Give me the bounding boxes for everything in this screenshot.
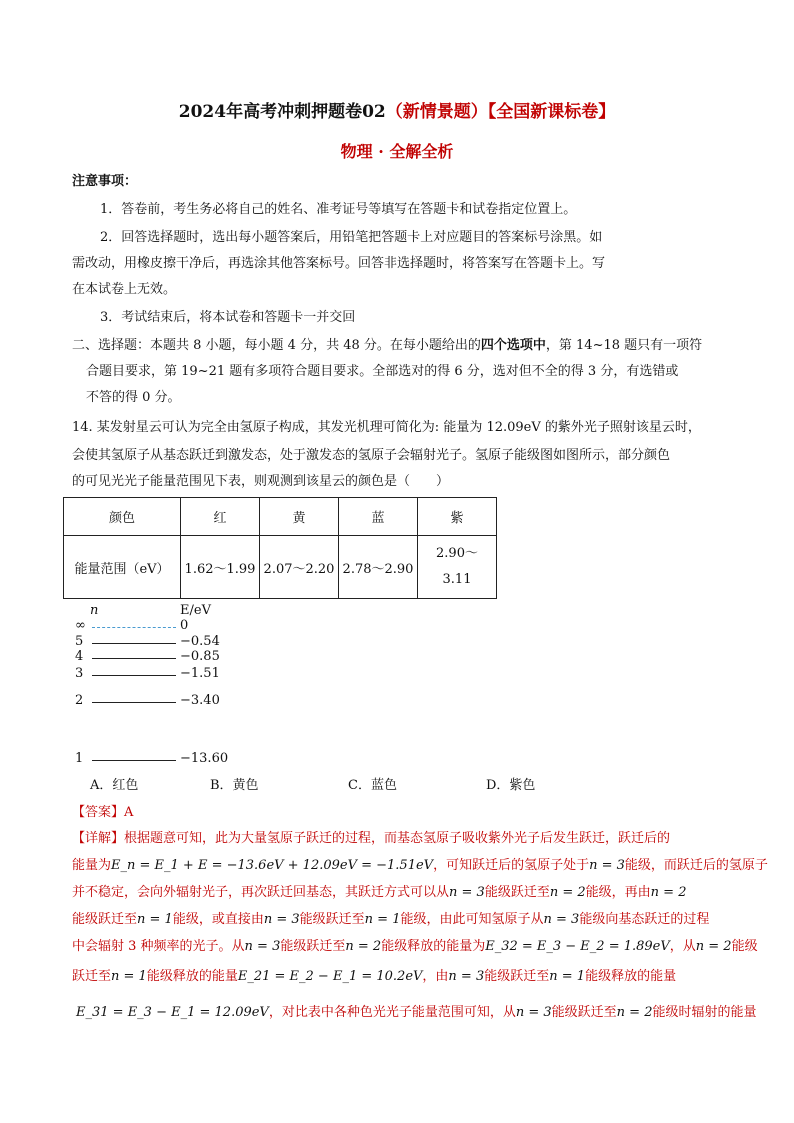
analysis-math: n = 1: [137, 912, 173, 927]
diagram-level-line-1: [92, 760, 176, 761]
diagram-level-line-4: [92, 658, 176, 659]
analysis-line-6: [72, 970, 676, 983]
analysis-text: 并不稳定，会向外辐射光子，再次跃迁回基态，其跃迁方式可以从: [72, 885, 450, 900]
answer-line: [72, 806, 133, 819]
table-cell: 1.62～1.99: [181, 536, 260, 599]
analysis-math: E_21 = E_2 − E_1 = 10.2eV: [237, 969, 423, 984]
analysis-text: 跃迁至: [72, 969, 112, 984]
analysis-line-3: [72, 886, 686, 899]
notice-item-3: 3．考试结束后，将本试卷和答题卡一并交回: [100, 310, 356, 325]
table-header-cell: 蓝: [339, 498, 418, 536]
question-line-2: 会使其氢原子从基态跃迁到激发态，处于激发态的氢原子会辐射光子。氢原子能级图如图所示，部分颜色: [72, 448, 671, 463]
analysis-math: n = 3: [263, 912, 300, 927]
analysis-line-1: [72, 832, 670, 845]
analysis-math: n = 1: [364, 912, 401, 927]
diagram-level-line-3: [92, 675, 176, 676]
analysis-math: n = 3: [589, 858, 625, 873]
diagram-level-line-2: [92, 702, 176, 703]
option-b: B．黄色: [210, 778, 259, 793]
analysis-text: 能级，而跃迁后的氢原子: [624, 858, 768, 873]
question-line-3: 的可见光光子能量范围见下表，则观测到该星云的颜色是（ ）: [72, 474, 450, 489]
analysis-math: E_32 = E_3 − E_2 = 1.89eV: [485, 939, 670, 954]
table-cell-line: 2.90～: [436, 546, 478, 561]
analysis-math: n = 3: [448, 969, 485, 984]
table-cell-stacked: [418, 536, 497, 599]
analysis-text: 能级，由此可知氢原子从: [400, 912, 544, 927]
table-header-cell: 紫: [418, 498, 497, 536]
title-tag-scenario: （新情景题）: [385, 102, 488, 122]
table-header-row: [64, 498, 497, 536]
diagram-level-energy-infinity: 0: [180, 618, 189, 633]
analysis-text: ，由: [422, 969, 449, 984]
analysis-text: 能级，再由: [585, 885, 651, 900]
diagram-level-line-5: [92, 643, 176, 644]
table-row: [64, 536, 497, 599]
analysis-math: n = 2: [650, 885, 687, 900]
table-header-cell: 红: [181, 498, 260, 536]
title-tag-exam: 【全国新课标卷】: [487, 102, 616, 122]
option-c: C．蓝色: [348, 778, 397, 793]
page-title: [0, 97, 794, 122]
notice-item-2-line-3: 在本试卷上无效。: [72, 282, 177, 297]
analysis-text: 中会辐射 3 种频率的光子。从: [72, 939, 245, 954]
analysis-text: 能级释放的能量: [585, 969, 677, 984]
diagram-level-energy-3: −1.51: [180, 666, 220, 681]
analysis-line-7: [76, 1006, 757, 1019]
analysis-math: n = 2: [616, 1005, 653, 1020]
analysis-text: 能级: [731, 939, 758, 954]
notice-item-2-line-2: 需改动，用橡皮擦干净后，再选涂其他答案标号。回答非选择题时，将答案写在答题卡上。写: [72, 256, 606, 271]
notice-item-1: 1．答卷前，考生务必将自己的姓名、准考证号等填写在答题卡和试卷指定位置上。: [100, 202, 577, 217]
section-text-a: 二、选择题：本题共 8 小题，每小题 4 分，共 48 分。在每小题给出的: [72, 338, 481, 353]
analysis-label: 【详解】: [72, 831, 125, 846]
analysis-math: n = 3: [515, 1005, 552, 1020]
table-cell: 2.07～2.20: [260, 536, 339, 599]
diagram-level-energy-5: −0.54: [180, 634, 220, 649]
notice-item-2-line-1: 2．回答选择题时，选出每小题答案后，用铅笔把答题卡上对应题目的答案标号涂黑。如: [100, 230, 603, 245]
analysis-text: ，对比表中各种色光光子能量范围可知，从: [268, 1005, 516, 1020]
diagram-level-energy-1: −13.60: [180, 751, 229, 766]
analysis-text: 能级释放的能量: [146, 969, 238, 984]
question-line-1: 14. 某发射星云可认为完全由氢原子构成，其发光机理可简化为: 能量为 12.09eV 的紫外光子照射该星云时，: [72, 420, 701, 435]
analysis-math: n = 1: [549, 969, 586, 984]
analysis-math: n = 3: [449, 885, 485, 900]
notice-heading: 注意事项：: [72, 174, 138, 189]
analysis-math: E_31 = E_3 − E_1 = 12.09eV: [76, 1005, 269, 1020]
table-row-label: 能量范围（eV）: [64, 536, 181, 599]
page-subtitle: 物理 · 全解全析: [340, 142, 454, 161]
diagram-level-n-3: 3: [75, 666, 84, 681]
analysis-line-4: [72, 913, 709, 926]
analysis-line-2: [72, 859, 768, 872]
diagram-level-n-1: 1: [75, 751, 84, 766]
analysis-line-5: [72, 940, 758, 953]
option-a: A．红色: [90, 778, 139, 793]
table-header-cell: 黄: [260, 498, 339, 536]
analysis-text: 能级跃迁至: [484, 885, 550, 900]
table-header-cell: 颜色: [64, 498, 181, 536]
option-d: D．紫色: [486, 778, 536, 793]
analysis-text: 能级向基态跃迁的过程: [579, 912, 710, 927]
analysis-text: 能量为: [72, 858, 112, 873]
analysis-text: 能级跃迁至: [484, 969, 550, 984]
diagram-energy-axis-label: E/eV: [180, 603, 211, 618]
diagram-level-n-4: 4: [75, 649, 84, 664]
diagram-level-n-5: 5: [75, 634, 84, 649]
analysis-math: n = 3: [543, 912, 580, 927]
analysis-text: ，从: [669, 939, 696, 954]
section-text-c: ，第 14~18 题只有一项符: [545, 338, 703, 353]
analysis-math: n = 3: [244, 939, 281, 954]
table-cell-line: 3.11: [442, 572, 472, 587]
analysis-text: 能级，或直接由: [172, 912, 264, 927]
analysis-math: n = 2: [695, 939, 732, 954]
diagram-level-n-infinity: ∞: [75, 618, 86, 633]
diagram-level-line-infinity: [92, 627, 176, 628]
color-energy-table: [63, 497, 497, 599]
section-instruction-line-1: [72, 339, 702, 352]
analysis-math: E_n = E_1 + E = −13.6eV + 12.09eV = −1.51eV: [111, 858, 434, 873]
analysis-math: n = 2: [549, 885, 586, 900]
answer-value: A: [124, 805, 134, 820]
analysis-text: 根据题意可知，此为大量氢原子跃迁的过程，而基态氢原子吸收紫外光子后发生跃迁，跃迁后的: [124, 831, 671, 846]
answer-label: 【答案】: [72, 805, 125, 820]
title-main: 2024年高考冲刺押题卷02: [178, 102, 386, 122]
diagram-level-n-2: 2: [75, 693, 84, 708]
section-text-emph: 四个选项中: [480, 338, 546, 353]
analysis-math: n = 2: [345, 939, 382, 954]
analysis-text: ，可知跃迁后的氢原子处于: [433, 858, 590, 873]
section-instruction-line-2: 合题目要求，第 19~21 题有多项符合题目要求。全部选对的得 6 分，选对但不全的得 3 分，有选错或: [86, 364, 679, 379]
analysis-text: 能级跃迁至: [72, 912, 138, 927]
diagram-level-energy-4: −0.85: [180, 649, 220, 664]
section-instruction-line-3: 不答的得 0 分。: [86, 390, 181, 405]
analysis-text: 能级释放的能量为: [381, 939, 486, 954]
analysis-text: 能级跃迁至: [299, 912, 365, 927]
analysis-text: 能级跃迁至: [551, 1005, 617, 1020]
diagram-level-energy-2: −3.40: [180, 693, 220, 708]
analysis-math: n = 1: [111, 969, 147, 984]
table-cell: 2.78～2.90: [339, 536, 418, 599]
diagram-n-axis-label: n: [90, 603, 99, 618]
analysis-text: 能级跃迁至: [280, 939, 346, 954]
analysis-text: 能级时辐射的能量: [652, 1005, 757, 1020]
